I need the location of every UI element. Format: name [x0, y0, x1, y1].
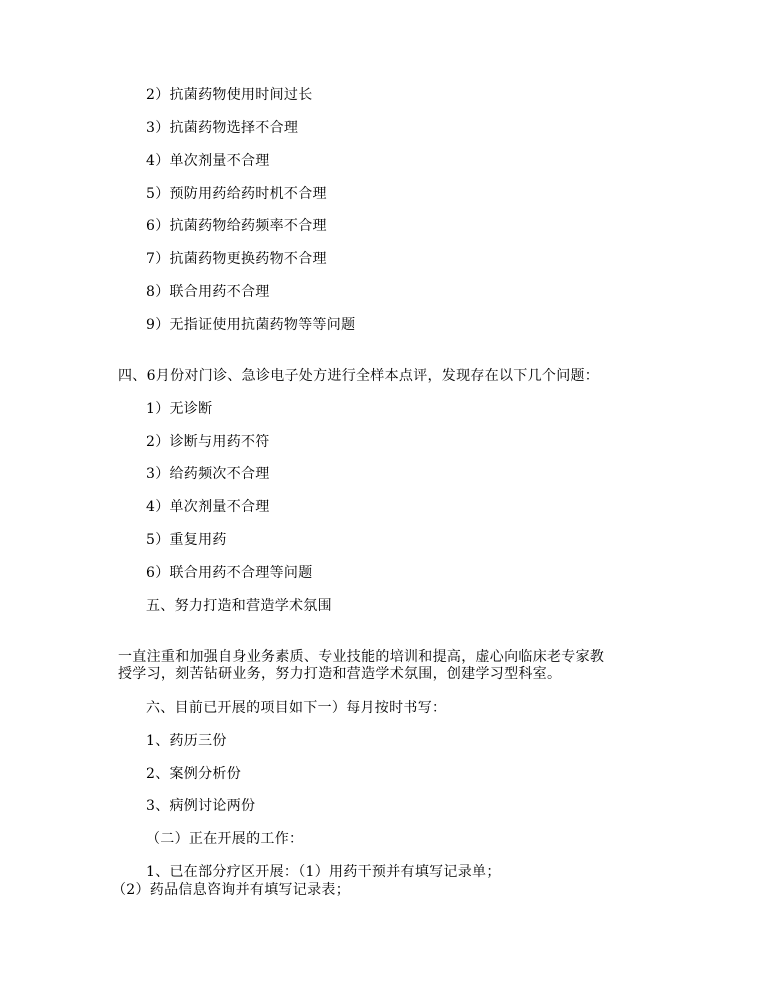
list-item: 3）抗菌药物选择不合理	[146, 120, 299, 136]
list-item: 1）无诊断	[146, 401, 213, 417]
list-item: 1、药历三份	[146, 733, 227, 749]
list-item: 3、病例讨论两份	[146, 798, 256, 814]
list-item: 6）抗菌药物给药频率不合理	[146, 218, 327, 234]
paragraph-line: 一直注重和加强自身业务素质、专业技能的培训和提高，虚心向临床老专家教	[118, 649, 605, 665]
section-heading: 四、6月份对门诊、急诊电子处方进行全样本点评，发现存在以下几个问题：	[118, 368, 600, 384]
paragraph-line: （2）药品信息咨询并有填写记录表；	[112, 882, 351, 898]
list-item: 4）单次剂量不合理	[146, 499, 270, 515]
list-item: 9）无指证使用抗菌药物等等问题	[146, 317, 356, 333]
list-item: 2）抗菌药物使用时间过长	[146, 87, 313, 103]
section-heading: 五、努力打造和营造学术氛围	[146, 598, 332, 614]
list-item: 5）预防用药给药时机不合理	[146, 186, 327, 202]
list-item: 2）诊断与用药不符	[146, 434, 270, 450]
list-item: 3）给药频次不合理	[146, 466, 270, 482]
section-heading: 六、目前已开展的项目如下一）每月按时书写：	[146, 700, 447, 716]
sub-heading: （二）正在开展的工作：	[146, 831, 304, 847]
list-item: 6）联合用药不合理等问题	[146, 565, 313, 581]
list-item: 7）抗菌药物更换药物不合理	[146, 251, 327, 267]
list-item: 4）单次剂量不合理	[146, 153, 270, 169]
list-item: 5）重复用药	[146, 532, 227, 548]
list-item: 2、案例分析份	[146, 766, 242, 782]
paragraph-line: 1、已在部分疗区开展：（1）用药干预并有填写记录单；	[146, 864, 501, 880]
paragraph-line: 授学习，刻苦钻研业务，努力打造和营造学术氛围，创建学习型科室。	[118, 666, 562, 682]
list-item: 8）联合用药不合理	[146, 284, 270, 300]
